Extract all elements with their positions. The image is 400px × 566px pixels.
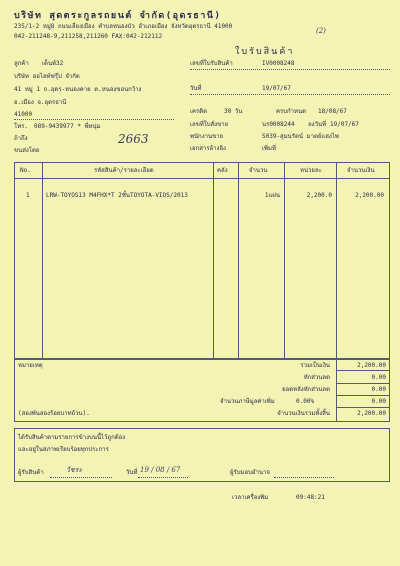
- print-time-label: เวลาเครื่องพิม: [232, 494, 269, 501]
- handwritten-note: 2663: [118, 132, 149, 146]
- customer-postcode: 41000: [14, 111, 33, 118]
- row-amount: 2,200.00: [355, 192, 384, 199]
- customer-code-label: ลูกค้า: [14, 60, 29, 67]
- receiver-signature: วัชระ: [66, 466, 83, 474]
- customer-name: บริษัท ฮอไลท์ฟรุ๊ป จำกัด: [14, 73, 80, 80]
- row-qty: 1แผ่น: [264, 192, 280, 199]
- customer-address-2: อ.เมือง จ.อุดรธานี: [14, 99, 67, 106]
- receiver-label: ผู้รับสินค้า: [18, 469, 44, 476]
- row-unit-price: 2,200.0: [306, 192, 332, 199]
- total-value: 2,200.00: [357, 362, 386, 369]
- receive-date-value: 19 / 08 / 67: [140, 466, 181, 474]
- row-desc: LRW-TOYOS13 M4FHX*T 2ชั้นTOYOTA-VIOS/2013: [46, 192, 188, 199]
- col-header-no: No.: [20, 167, 31, 174]
- grand-total-value: 2,200.00: [357, 410, 386, 417]
- invoice-date-value: 19/07/67: [330, 121, 359, 128]
- col-header-qty: จำนวน: [249, 167, 268, 174]
- copy-mark: (2): [316, 27, 326, 35]
- customer-code-value: เต็นท์32: [42, 60, 64, 67]
- invoice-label: เลขที่ใบสั่งขาย: [190, 121, 229, 128]
- row-no: 1: [26, 192, 30, 199]
- document-title: ใบรับสินค้า: [235, 47, 295, 57]
- vat-label: จำนวนภาษีมูลค่าเพิ่ม: [220, 398, 275, 405]
- credit-label: เครดิต: [190, 108, 208, 115]
- delivery-label: ขนส่งโดย: [14, 147, 40, 154]
- attention-label: ถ้าถึง: [14, 135, 28, 142]
- print-time-value: 09:48:21: [296, 494, 325, 501]
- after-discount-label: ยอดหลังหักส่วนลด: [282, 386, 330, 393]
- ref-label: เอกสารอ้างอิง: [190, 145, 226, 152]
- receive-date-label: วันที่: [126, 469, 138, 476]
- invoice-value: นร0008244: [262, 121, 295, 128]
- discount-label: หักส่วนลด: [303, 374, 330, 381]
- credit-value: 30 วัน: [224, 108, 243, 115]
- date-value: 19/07/67: [262, 85, 291, 92]
- customer-phone-value: 089-9439977 * พี่หนุ่ม: [34, 123, 101, 130]
- confirm-note-2: และอยู่ในสภาพเรียบร้อยทุกประการ: [18, 446, 109, 453]
- vat-rate: 0.00%: [296, 398, 315, 405]
- authorizer-label: ผู้รับมอบอำนาจ: [230, 469, 270, 476]
- confirm-note-1: ได้รับสินค้าตามรายการข้างบนนี้ไว้ถูกต้อง: [18, 434, 126, 441]
- company-address: 235/1-2 หมู่8 ถนนเลี่ยงเมือง ตำบลหนองบัว อำเภอเมือง จังหวัดอุดรธานี 41000: [14, 23, 233, 30]
- amount-in-words: (สองพันสองร้อยบาทถ้วน).: [18, 410, 90, 417]
- receipt-no-value: IV0008248: [262, 60, 295, 67]
- grand-total-label: จำนวนเงินรวมทั้งสิ้น: [277, 410, 330, 417]
- due-label: ครบกำหนด: [276, 108, 306, 115]
- ref-value: เพิ่มที่: [262, 145, 276, 152]
- sales-label: พนักงานขาย: [190, 133, 224, 140]
- discount-value: 0.00: [371, 374, 386, 381]
- vat-value: 0.00: [371, 398, 386, 405]
- col-header-store: คลัง: [217, 167, 228, 174]
- invoice-date-label: ลงวันที่: [308, 121, 327, 128]
- due-value: 18/08/67: [318, 108, 347, 115]
- sales-value: S039-สุมนรัตน์ มาตย์แสงไพ: [262, 133, 339, 140]
- customer-address-1: 41 หมู่ 1 ถ.อุดร-หนองคาย ต.หนองขอนกว้าง: [14, 86, 142, 93]
- col-header-desc: รหัสสินค้า/รายละเอียด: [94, 167, 154, 174]
- customer-phone-label: โทร.: [14, 123, 29, 130]
- col-header-unit: หน่วยละ: [300, 167, 322, 174]
- company-name: บริษัท สุดตระกูลรถยนต์ จำกัด(อุดรธานี): [14, 11, 222, 21]
- col-header-amount: จำนวนเงิน: [347, 167, 375, 174]
- date-label: วันที่: [190, 85, 202, 92]
- remark-label: หมายเหตุ: [18, 362, 43, 369]
- total-label: รวมเป็นเงิน: [300, 362, 330, 369]
- company-phone: 042-211248-9,211258,211260 FAX:042-212112: [14, 33, 163, 40]
- after-discount-value: 0.00: [371, 386, 386, 393]
- receipt-no-label: เลขที่ใบรับสินค้า: [190, 60, 233, 67]
